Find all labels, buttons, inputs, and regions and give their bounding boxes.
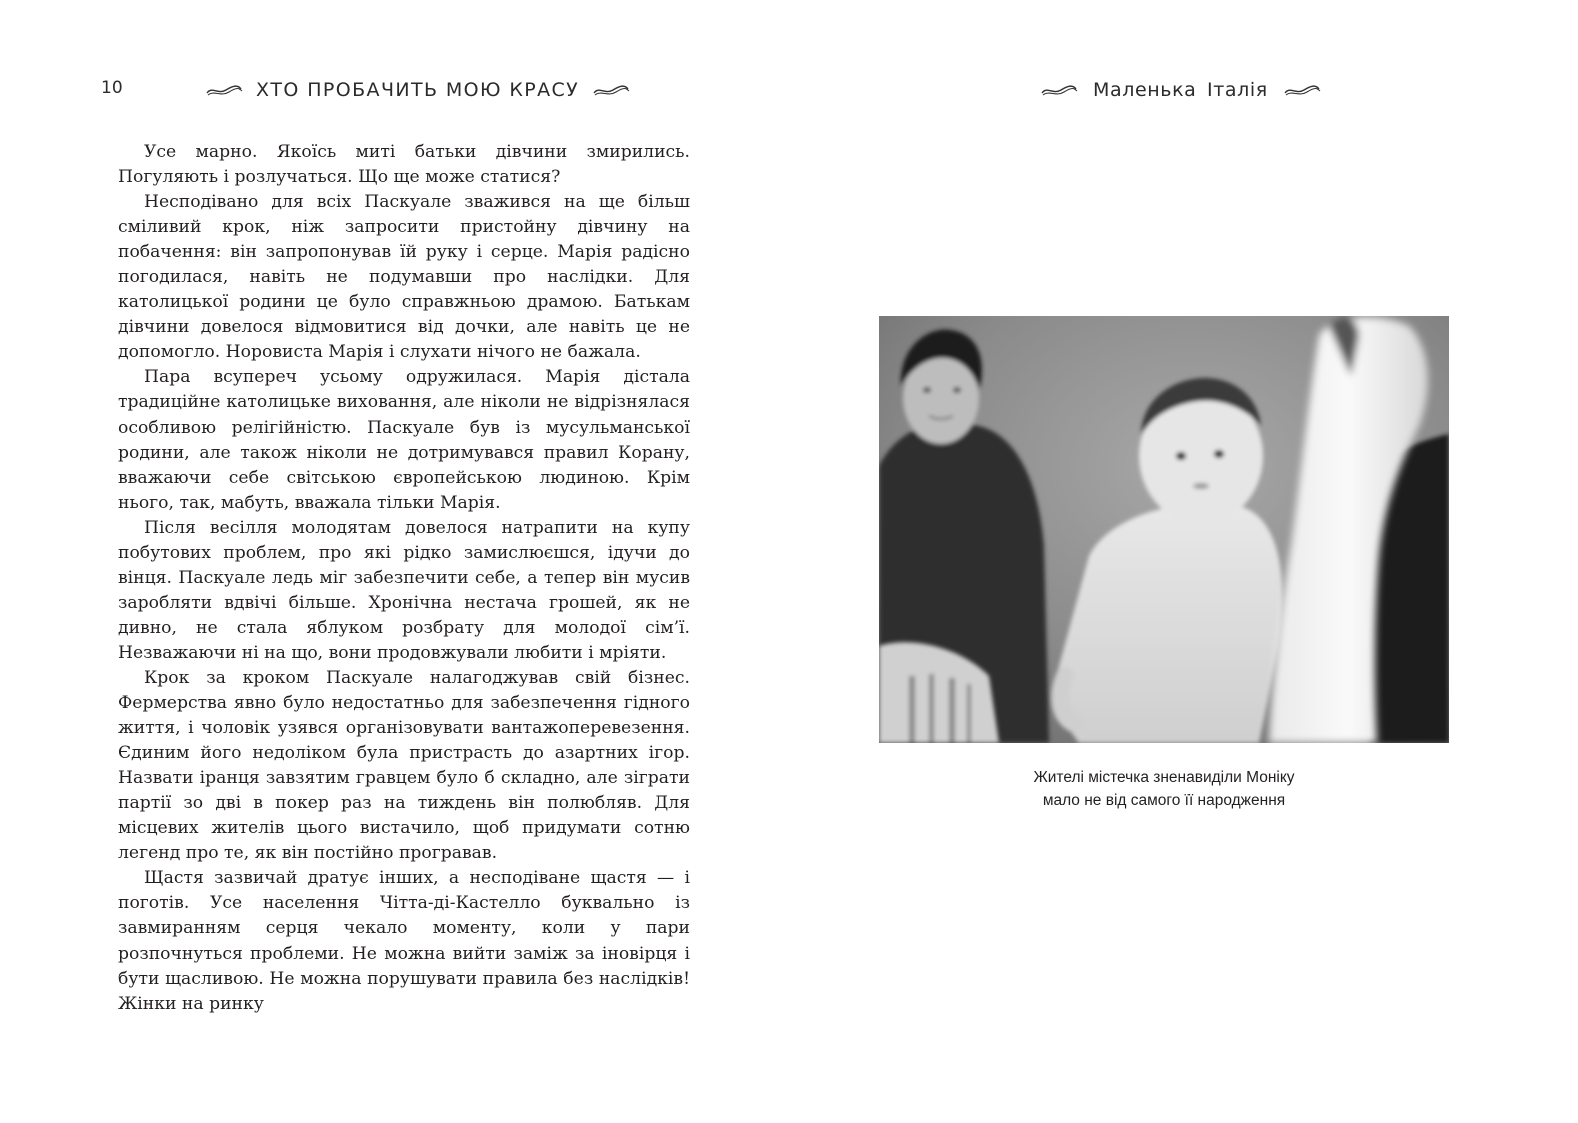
swash-ornament-icon [204, 82, 244, 98]
paragraph: Крок за кроком Паскуале налагоджував свій бізнес. Фермерства явно було недостатньо для забезпечення гідного життя, і чоловік узявся організовувати вантажоперевезення. Єдиним його недоліком була пристрасть до азартних ігор. Назвати іранця завзятим гравцем було б складно, але зіграти партії зо дві в покер раз на тиждень він полюбляв. Для місцевих жителів цього вистачило, щоб придумати сотню легенд про те, як він постійно програвав. [118, 667, 690, 864]
paragraph: Після весілля молодятам довелося натрапити на купу побутових проблем, про які рідко замислюєшся, ідучи до вінця. Паскуале ледь міг забезпечити себе, а тепер він мусив заробляти вдвічі більше. Хронічна нестача грошей, як не дивно, не стала яблуком розбрату для молодої сім’ї. Незважаючи ні на що, вони продовжували любити і мріяти. [118, 517, 690, 663]
running-head-chapter-title [1039, 76, 1322, 104]
photo-caption [879, 766, 1449, 812]
photo-illustration [879, 316, 1449, 743]
paragraph: Щастя зазвичай дратує інших, а несподіване щастя — і поготів. Усе населення Чітта-ді-Кастелло буквально із завмиранням серця чекало моменту, коли у пари розпочнуться проблеми. Не можна вийти заміж за іновірця і бути щасливою. Не можна порушувати правила без наслідків! Жінки на ринку [118, 868, 690, 1014]
caption-line: Жителі містечка зненавиділи Моніку [1033, 769, 1295, 786]
swash-ornament-icon [591, 82, 631, 98]
paragraph: Усе марно. Якоїсь миті батьки дівчини змирились. Погуляють і розлучаться. Що ще може статися? [118, 142, 690, 188]
body-text [118, 140, 690, 1017]
right-page [789, 0, 1578, 1123]
book-title: ХТО ПРОБАЧИТЬ МОЮ КРАСУ [256, 79, 580, 101]
chapter-title: Маленька Італія [1093, 79, 1268, 101]
swash-ornament-icon [1282, 82, 1322, 98]
paragraph: Несподівано для всіх Паскуале зважився на ще більш сміливий крок, ніж запросити пристойну дівчину на побачення: він запропонував їй руку і серце. Марія радісно погодилася, навіть не подумавши про наслідки. Для католицької родини це було справжньою драмою. Батькам дівчини довелося відмовитися від дочки, але навіть це не допомогло. Норовиста Марія і слухати нічого не бажала. [118, 192, 690, 363]
swash-ornament-icon [1039, 82, 1079, 98]
paragraph: Пара всупереч усьому одружилася. Марія дістала традиційне католицьке виховання, але ніколи не відрізнялася особливою релігійністю. Паскуале був із мусульманської родини, але також ніколи не дотримувався правил Корану, вважаючи себе світською європейською людиною. Крім нього, так, мабуть, вважала тільки Марія. [118, 367, 690, 513]
photo [879, 316, 1449, 743]
caption-line: мало не від самого її народження [1042, 792, 1286, 809]
page-number: 10 [101, 78, 123, 98]
running-head-book-title [204, 76, 631, 104]
